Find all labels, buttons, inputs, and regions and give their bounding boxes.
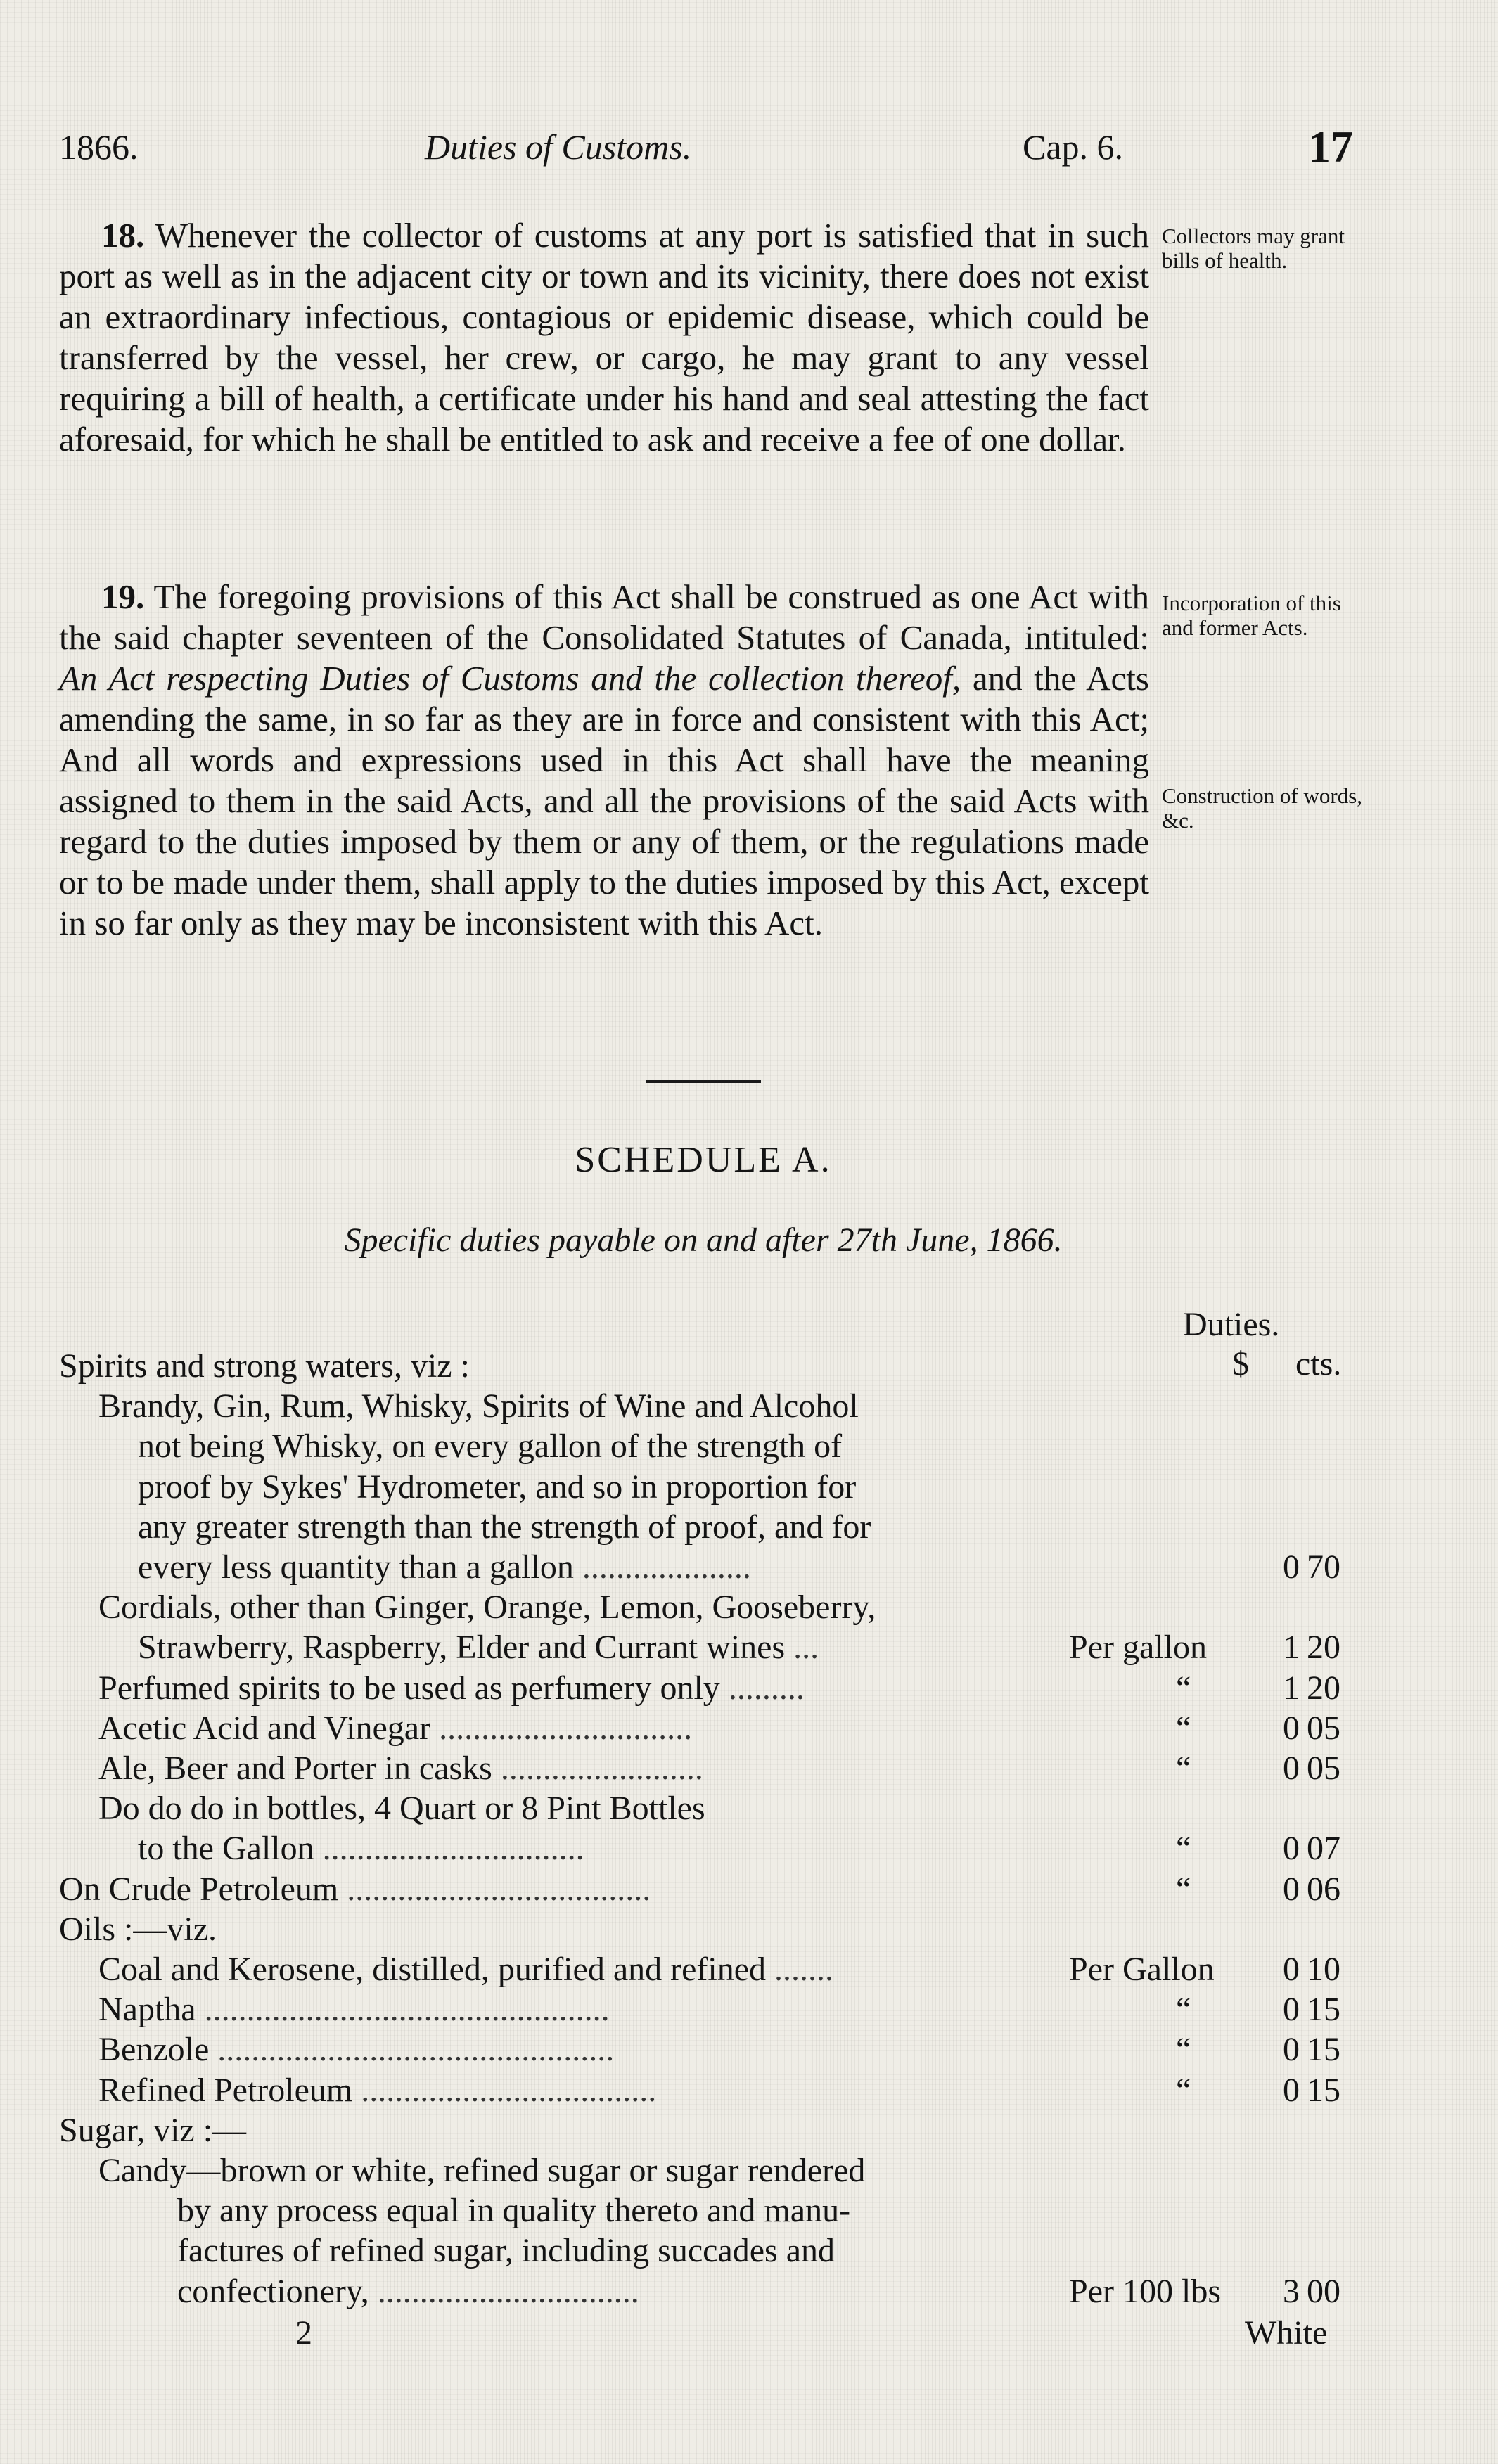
section-text: Whenever the collector of customs at any port is satisfied that in such port as well as in the adjacent city or town and its vicinity, there does not exist an extraordinary infectious, contagious or epidemic disease, which could be transferred by the vessel, her crew, or cargo, he may grant to any vessel requiring a bill of health, a certificate under his hand and seal attesting the fact aforesaid, for which he shall be entitled to ask and receive a fee of one dollar. [59, 216, 1149, 458]
section-divider [646, 1080, 761, 1083]
dot-leader: .................... [573, 1548, 751, 1586]
schedule-row [0, 2231, 1498, 2271]
margin-note-incorporation: Incorporation of this and former Acts. [1162, 591, 1341, 640]
schedule-row [0, 1828, 1498, 1869]
section-18 [59, 215, 1149, 460]
item-description: any greater strength than the strength of proof, and for [138, 1508, 871, 1546]
item-description: Do do do in bottles, 4 Quart or 8 Pint Bottles [98, 1790, 705, 1828]
duty-cents: 05 [1307, 1709, 1340, 1747]
schedule-title: SCHEDULE A. [575, 1140, 832, 1180]
item-description: On Crude Petroleum .................................... [59, 1870, 651, 1908]
schedule-row [0, 2110, 1498, 2151]
schedule-row [0, 1869, 1498, 1910]
item-description: every less quantity than a gallon .................... [138, 1548, 751, 1586]
schedule-row [0, 1507, 1498, 1548]
item-unit: “ [1176, 1991, 1191, 2029]
schedule-row [0, 1426, 1498, 1467]
duty-cents: 15 [1307, 2031, 1340, 2069]
section-19 [59, 577, 1149, 944]
duty-cents: 15 [1307, 1991, 1340, 2029]
item-description: Candy—brown or white, refined sugar or sugar rendered [98, 2152, 866, 2189]
item-description: confectionery, ............................... [177, 2272, 639, 2310]
item-description: Acetic Acid and Vinegar .............................. [98, 1709, 693, 1747]
margin-note-collectors: Collectors may grant bills of health. [1162, 224, 1345, 273]
item-unit: Per gallon [1069, 1629, 1207, 1667]
dot-leader: .............................. [430, 1709, 693, 1747]
schedule-row [0, 2070, 1498, 2111]
item-description: Spirits and strong waters, viz : [59, 1347, 470, 1385]
item-description: Brandy, Gin, Rum, Whisky, Spirits of Wine and Alcohol [98, 1387, 859, 1425]
duty-dollars: 0 [1283, 1951, 1300, 1988]
section-text-italic: An Act respecting Duties of Customs and the collection thereof, [59, 659, 961, 698]
schedule-row [0, 1467, 1498, 1508]
schedule-subtitle: Specific duties payable on and after 27th June, 1866. [344, 1221, 1063, 1259]
duty-dollars: 3 [1283, 2272, 1300, 2310]
item-description: Naptha ................................................ [98, 1991, 610, 2029]
dot-leader: ............................................... [209, 2031, 615, 2069]
schedule-row [0, 2190, 1498, 2231]
item-description: by any process equal in quality thereto and manu- [177, 2192, 851, 2230]
duty-dollars: 0 [1283, 2071, 1300, 2109]
schedule-row [0, 1627, 1498, 1668]
item-description: Benzole ............................................... [98, 2031, 615, 2069]
dot-leader: ............................... [314, 1830, 584, 1868]
item-description: factures of refined sugar, including succades and [177, 2232, 836, 2270]
item-description: Strawberry, Raspberry, Elder and Currant wines ... [138, 1629, 819, 1667]
schedule-row [0, 1708, 1498, 1749]
duty-cents: 20 [1307, 1669, 1340, 1707]
dot-leader: ................................................ [196, 1991, 610, 2029]
header-year: 1866. [59, 127, 139, 167]
duty-cents: 70 [1307, 1548, 1340, 1586]
item-description: Coal and Kerosene, distilled, purified and refined ....... [98, 1951, 834, 1988]
schedule-row [0, 1788, 1498, 1829]
item-unit: “ [1176, 2031, 1191, 2069]
header-chapter: Cap. 6. [1023, 127, 1124, 167]
duty-dollars: 0 [1283, 1709, 1300, 1747]
duty-dollars: 0 [1283, 1870, 1300, 1908]
dot-leader: ........................ [492, 1750, 703, 1787]
item-unit: “ [1176, 1750, 1191, 1787]
item-unit: Per 100 lbs [1069, 2272, 1221, 2310]
schedule-row [0, 1949, 1498, 1990]
duty-cents: 07 [1307, 1830, 1340, 1868]
item-unit: “ [1176, 1709, 1191, 1747]
margin-note-construction: Construction of words, &c. [1162, 783, 1363, 833]
section-text-a: The foregoing provisions of this Act shall be construed as one Act with the said chapter seventeen of the Consolidated Statutes of Canada, intituled: [59, 577, 1149, 657]
dot-leader: ... [785, 1629, 819, 1667]
duty-dollars: 1 [1283, 1669, 1300, 1707]
catchword: White [1245, 2314, 1328, 2351]
cents-header: cts. [1295, 1345, 1342, 1382]
signature-mark: 2 [295, 2314, 312, 2351]
section-text-b: and the Acts amending the same, in so far as they are in force and consistent with this Act; And all words and expressions used in this Act shall have the meaning assigned to them in the said Acts, and all the provisions of the said Acts with regard to the duties imposed by them or any of them, or the regulations made or to be made under them, shall apply to the duties imposed by this Act, except in so far only as they may be inconsistent with this Act. [59, 659, 1149, 942]
dot-leader: ............................... [369, 2272, 639, 2310]
item-description: Perfumed spirits to be used as perfumery only ......... [98, 1669, 805, 1707]
schedule-row [0, 1386, 1498, 1427]
duty-cents: 00 [1307, 2272, 1340, 2310]
item-description: Oils :—viz. [59, 1910, 217, 1948]
item-unit: “ [1176, 1669, 1191, 1707]
dot-leader: ....... [766, 1951, 834, 1988]
page-number: 17 [1308, 122, 1353, 172]
item-description: Refined Petroleum ................................... [98, 2071, 657, 2109]
dot-leader: ......... [719, 1669, 805, 1707]
duty-cents: 06 [1307, 1870, 1340, 1908]
dot-leader: .................................... [338, 1870, 651, 1908]
duty-dollars: 0 [1283, 1548, 1300, 1586]
schedule-row [0, 1909, 1498, 1950]
duty-cents: 15 [1307, 2071, 1340, 2109]
schedule-row [0, 2271, 1498, 2312]
schedule-row [0, 1346, 1498, 1387]
item-unit: “ [1176, 1870, 1191, 1908]
duty-cents: 05 [1307, 1750, 1340, 1787]
item-unit: “ [1176, 2071, 1191, 2109]
schedule-row [0, 1547, 1498, 1588]
item-description: Sugar, viz :— [59, 2111, 247, 2149]
duty-cents: 10 [1307, 1951, 1340, 1988]
schedule-row [0, 1989, 1498, 2030]
schedule-row [0, 1587, 1498, 1628]
schedule-row [0, 1748, 1498, 1789]
item-description: proof by Sykes' Hydrometer, and so in proportion for [138, 1468, 857, 1506]
duty-dollars: 0 [1283, 2031, 1300, 2069]
item-description: Cordials, other than Ginger, Orange, Lemon, Gooseberry, [98, 1589, 876, 1626]
dollars-header: $ [1232, 1345, 1249, 1382]
item-unit: Per Gallon [1069, 1951, 1215, 1988]
item-unit: “ [1176, 1830, 1191, 1868]
item-description: to the Gallon ............................... [138, 1830, 584, 1868]
schedule-row [0, 2029, 1498, 2070]
duty-cents: 20 [1307, 1629, 1340, 1667]
schedule-row [0, 2150, 1498, 2191]
running-header [59, 122, 1353, 176]
schedule-row [0, 1668, 1498, 1709]
section-number: 19. [101, 577, 145, 616]
item-description: not being Whisky, on every gallon of the strength of [138, 1427, 843, 1465]
duty-dollars: 0 [1283, 1991, 1300, 2029]
item-description: Ale, Beer and Porter in casks ........................ [98, 1750, 703, 1787]
duties-column-header: Duties. [1183, 1306, 1280, 1343]
duty-dollars: 1 [1283, 1629, 1300, 1667]
duty-dollars: 0 [1283, 1750, 1300, 1787]
duty-dollars: 0 [1283, 1830, 1300, 1868]
section-number: 18. [101, 216, 145, 255]
dot-leader: ................................... [352, 2071, 657, 2109]
header-title: Duties of Customs. [425, 127, 692, 167]
